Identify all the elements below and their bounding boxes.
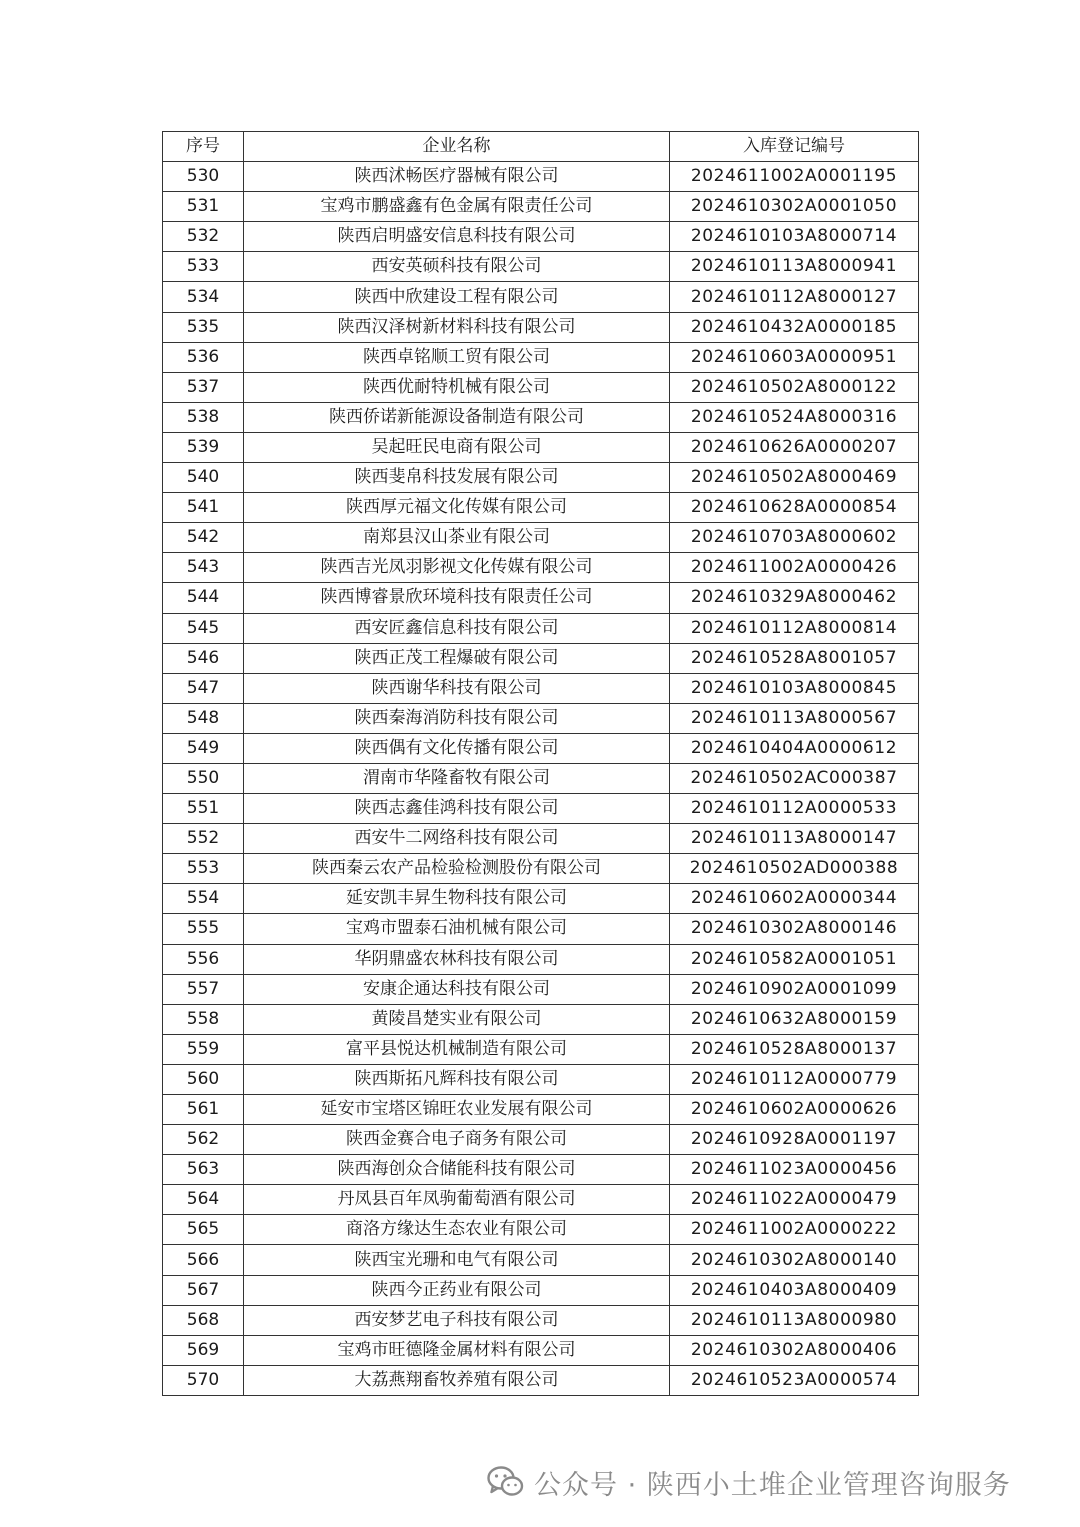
company-name: 陕西侨诺新能源设备制造有限公司 (244, 402, 670, 432)
registration-code: 2024610113A8000941 (670, 252, 919, 282)
table-row (163, 733, 919, 763)
row-index: 536 (163, 342, 244, 372)
registration-code: 2024610502A8000469 (670, 463, 919, 493)
company-name: 陕西宝光珊和电气有限公司 (244, 1245, 670, 1275)
row-index: 564 (163, 1185, 244, 1215)
table-row (163, 1305, 919, 1335)
table-row (163, 372, 919, 402)
table-row (163, 222, 919, 252)
table-row (163, 402, 919, 432)
registration-code: 2024610603A0000951 (670, 342, 919, 372)
company-name: 西安梦艺电子科技有限公司 (244, 1305, 670, 1335)
row-index: 570 (163, 1365, 244, 1395)
table-row (163, 493, 919, 523)
company-name: 渭南市华隆畜牧有限公司 (244, 763, 670, 793)
table-row (163, 342, 919, 372)
column-header-index: 序号 (163, 132, 244, 162)
company-name: 华阴鼎盛农林科技有限公司 (244, 944, 670, 974)
company-name: 陕西汉泽树新材料科技有限公司 (244, 312, 670, 342)
row-index: 540 (163, 463, 244, 493)
table-row (163, 914, 919, 944)
table-row (163, 432, 919, 462)
company-name: 西安匠鑫信息科技有限公司 (244, 613, 670, 643)
row-index: 532 (163, 222, 244, 252)
registration-code: 2024610113A8000147 (670, 824, 919, 854)
row-index: 542 (163, 523, 244, 553)
company-name: 宝鸡市旺德隆金属材料有限公司 (244, 1335, 670, 1365)
table-row (163, 1034, 919, 1064)
registration-code: 2024610602A0000626 (670, 1095, 919, 1125)
registration-code: 2024610403A8000409 (670, 1275, 919, 1305)
company-name: 陕西卓铭顺工贸有限公司 (244, 342, 670, 372)
registration-code: 2024610302A8000146 (670, 914, 919, 944)
table-row (163, 282, 919, 312)
row-index: 550 (163, 763, 244, 793)
table-row (163, 1125, 919, 1155)
row-index: 534 (163, 282, 244, 312)
company-name: 丹凤县百年凤驹葡萄酒有限公司 (244, 1185, 670, 1215)
company-name: 大荔燕翔畜牧养殖有限公司 (244, 1365, 670, 1395)
row-index: 556 (163, 944, 244, 974)
row-index: 562 (163, 1125, 244, 1155)
registration-code: 2024611023A0000456 (670, 1155, 919, 1185)
row-index: 569 (163, 1335, 244, 1365)
table-row (163, 1365, 919, 1395)
row-index: 546 (163, 643, 244, 673)
row-index: 535 (163, 312, 244, 342)
registration-code: 2024610112A0000533 (670, 794, 919, 824)
table-body (163, 162, 919, 1396)
registration-code: 2024610113A8000567 (670, 703, 919, 733)
column-header-registration-code: 入库登记编号 (670, 132, 919, 162)
table-header-row (163, 132, 919, 162)
registration-code: 2024610502AD000388 (670, 854, 919, 884)
registration-code: 2024610528A8001057 (670, 643, 919, 673)
company-name: 陕西沭畅医疗器械有限公司 (244, 162, 670, 192)
company-name: 西安牛二网络科技有限公司 (244, 824, 670, 854)
company-name: 陕西偶有文化传播有限公司 (244, 733, 670, 763)
table-row (163, 192, 919, 222)
registration-code: 2024610112A8000127 (670, 282, 919, 312)
registration-code: 2024611002A0000426 (670, 553, 919, 583)
row-index: 553 (163, 854, 244, 884)
row-index: 559 (163, 1034, 244, 1064)
table-row (163, 553, 919, 583)
table-row (163, 1215, 919, 1245)
company-name: 黄陵昌楚实业有限公司 (244, 1004, 670, 1034)
company-name: 陕西志鑫佳鸿科技有限公司 (244, 794, 670, 824)
registration-code: 2024610523A0000574 (670, 1365, 919, 1395)
registration-code: 2024610103A8000714 (670, 222, 919, 252)
table-row (163, 824, 919, 854)
registration-code: 2024610528A8000137 (670, 1034, 919, 1064)
registration-code: 2024610628A0000854 (670, 493, 919, 523)
table-row (163, 312, 919, 342)
row-index: 543 (163, 553, 244, 583)
company-name: 西安英硕科技有限公司 (244, 252, 670, 282)
registration-code: 2024610524A8000316 (670, 402, 919, 432)
row-index: 538 (163, 402, 244, 432)
registration-code: 2024610626A0000207 (670, 432, 919, 462)
registration-code: 2024610302A8000406 (670, 1335, 919, 1365)
table-row (163, 974, 919, 1004)
registration-code: 2024611002A0000222 (670, 1215, 919, 1245)
company-name: 宝鸡市鹏盛鑫有色金属有限责任公司 (244, 192, 670, 222)
company-name: 延安市宝塔区锦旺农业发展有限公司 (244, 1095, 670, 1125)
row-index: 547 (163, 673, 244, 703)
row-index: 555 (163, 914, 244, 944)
company-name: 宝鸡市盟泰石油机械有限公司 (244, 914, 670, 944)
table-row (163, 643, 919, 673)
table-row (163, 613, 919, 643)
row-index: 554 (163, 884, 244, 914)
row-index: 567 (163, 1275, 244, 1305)
company-name: 陕西秦云农产品检验检测股份有限公司 (244, 854, 670, 884)
table-row (163, 1275, 919, 1305)
registration-code: 2024610329A8000462 (670, 583, 919, 613)
registration-code: 2024610632A8000159 (670, 1004, 919, 1034)
company-name: 陕西海创众合储能科技有限公司 (244, 1155, 670, 1185)
row-index: 533 (163, 252, 244, 282)
row-index: 545 (163, 613, 244, 643)
registration-code: 2024610103A8000845 (670, 673, 919, 703)
column-header-company-name: 企业名称 (244, 132, 670, 162)
row-index: 563 (163, 1155, 244, 1185)
table-row (163, 794, 919, 824)
company-name: 陕西斯拓凡辉科技有限公司 (244, 1064, 670, 1094)
row-index: 537 (163, 372, 244, 402)
company-name: 商洛方缘达生态农业有限公司 (244, 1215, 670, 1245)
table-row (163, 583, 919, 613)
registration-code: 2024610502AC000387 (670, 763, 919, 793)
row-index: 560 (163, 1064, 244, 1094)
registration-code: 2024610432A0000185 (670, 312, 919, 342)
registration-code: 2024610404A0000612 (670, 733, 919, 763)
table-row (163, 1245, 919, 1275)
row-index: 549 (163, 733, 244, 763)
watermark (486, 1460, 1011, 1504)
registration-code: 2024610112A0000779 (670, 1064, 919, 1094)
company-name: 陕西斐帛科技发展有限公司 (244, 463, 670, 493)
row-index: 566 (163, 1245, 244, 1275)
wechat-icon (486, 1465, 524, 1499)
company-name: 陕西厚元福文化传媒有限公司 (244, 493, 670, 523)
company-name: 陕西优耐特机械有限公司 (244, 372, 670, 402)
table-row (163, 1155, 919, 1185)
row-index: 565 (163, 1215, 244, 1245)
company-name: 陕西吉光凤羽影视文化传媒有限公司 (244, 553, 670, 583)
table-row (163, 703, 919, 733)
watermark-text: 公众号 · 陕西小土堆企业管理咨询服务 (534, 1469, 1011, 1501)
row-index: 544 (163, 583, 244, 613)
table-row (163, 252, 919, 282)
company-name: 陕西今正药业有限公司 (244, 1275, 670, 1305)
registration-code: 2024610502A8000122 (670, 372, 919, 402)
table-row (163, 763, 919, 793)
table-row (163, 463, 919, 493)
company-name: 陕西秦海消防科技有限公司 (244, 703, 670, 733)
row-index: 551 (163, 794, 244, 824)
table-row (163, 1095, 919, 1125)
table-row (163, 523, 919, 553)
company-name: 陕西中欣建设工程有限公司 (244, 282, 670, 312)
table-row (163, 1004, 919, 1034)
registration-code: 2024610302A0001050 (670, 192, 919, 222)
table-row (163, 162, 919, 192)
registration-code: 2024610112A8000814 (670, 613, 919, 643)
row-index: 561 (163, 1095, 244, 1125)
registration-code: 2024610302A8000140 (670, 1245, 919, 1275)
row-index: 531 (163, 192, 244, 222)
row-index: 557 (163, 974, 244, 1004)
table-row (163, 944, 919, 974)
company-name: 陕西博睿景欣环境科技有限责任公司 (244, 583, 670, 613)
company-name: 陕西金赛合电子商务有限公司 (244, 1125, 670, 1155)
row-index: 541 (163, 493, 244, 523)
registration-code: 2024611022A0000479 (670, 1185, 919, 1215)
row-index: 539 (163, 432, 244, 462)
table-row (163, 854, 919, 884)
row-index: 568 (163, 1305, 244, 1335)
company-name: 吴起旺民电商有限公司 (244, 432, 670, 462)
company-name: 延安凯丰昇生物科技有限公司 (244, 884, 670, 914)
table-row (163, 1185, 919, 1215)
registration-code: 2024610902A0001099 (670, 974, 919, 1004)
company-name: 富平县悦达机械制造有限公司 (244, 1034, 670, 1064)
company-name: 安康企通达科技有限公司 (244, 974, 670, 1004)
registration-code: 2024610703A8000602 (670, 523, 919, 553)
row-index: 530 (163, 162, 244, 192)
company-name: 陕西谢华科技有限公司 (244, 673, 670, 703)
company-name: 陕西启明盛安信息科技有限公司 (244, 222, 670, 252)
registration-code: 2024610602A0000344 (670, 884, 919, 914)
company-name: 陕西正茂工程爆破有限公司 (244, 643, 670, 673)
registration-code: 2024610113A8000980 (670, 1305, 919, 1335)
table-row (163, 1064, 919, 1094)
table-row (163, 1335, 919, 1365)
company-registry-table (162, 131, 919, 1396)
table-row (163, 673, 919, 703)
company-name: 南郑县汉山茶业有限公司 (244, 523, 670, 553)
row-index: 558 (163, 1004, 244, 1034)
row-index: 552 (163, 824, 244, 854)
table-row (163, 884, 919, 914)
row-index: 548 (163, 703, 244, 733)
registration-code: 2024610582A0001051 (670, 944, 919, 974)
registration-code: 2024610928A0001197 (670, 1125, 919, 1155)
registration-code: 2024611002A0001195 (670, 162, 919, 192)
